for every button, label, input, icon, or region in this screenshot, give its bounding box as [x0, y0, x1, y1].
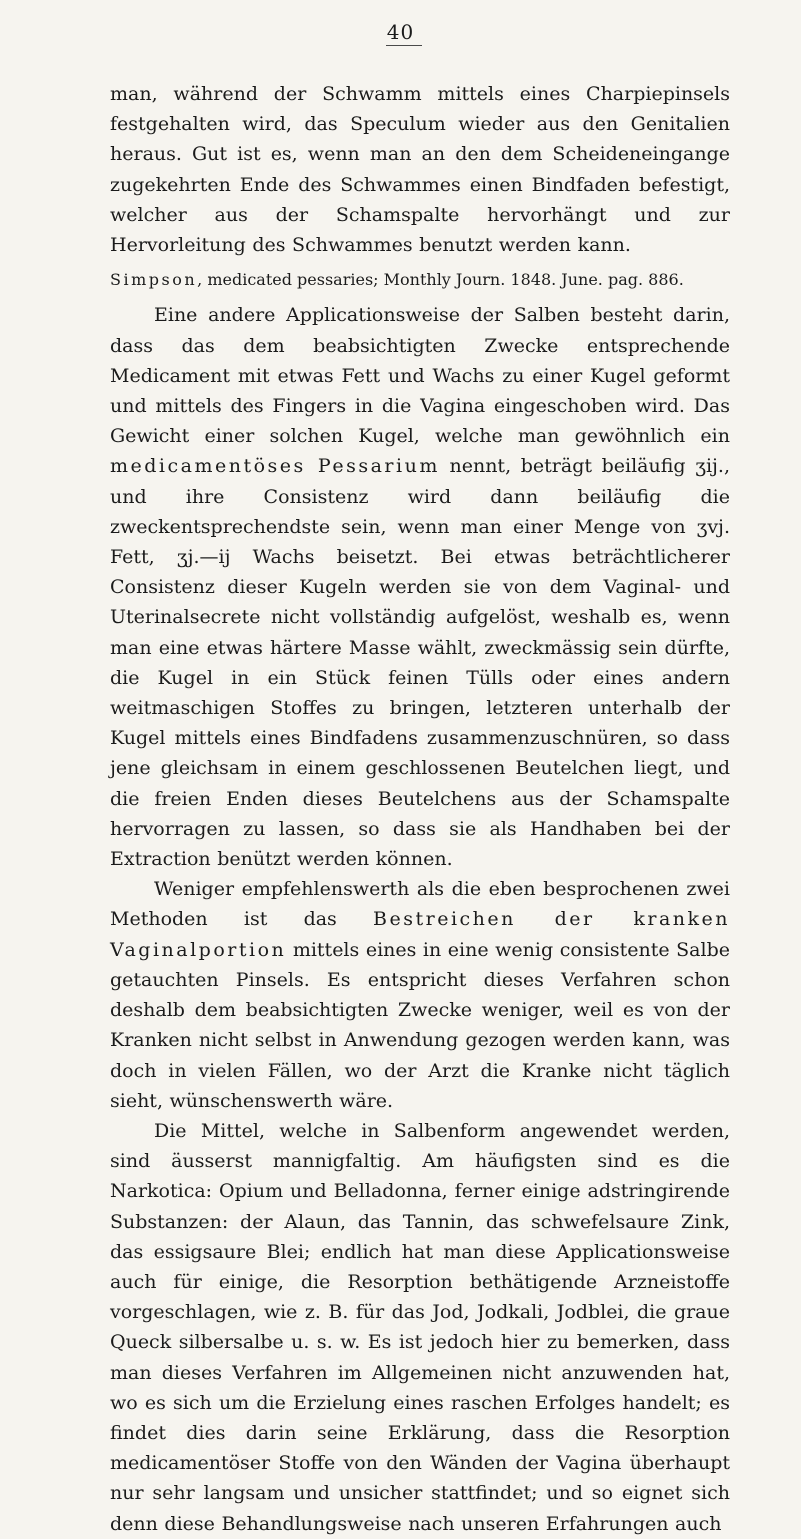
- paragraph-2-text-a: Eine andere Applicationsweise der Salben besteht darin, dass das dem beabsichtigten Zwecke entsprechende Medicament mit etwas Fett und Wachs zu einer Kugel geformt und mittels des Fingers in die Vagina eingeschoben wird. Das Gewicht einer solchen Kugel, welche man gewöhnlich ein: [110, 304, 730, 448]
- paragraph-2: [110, 300, 730, 874]
- paragraph-3-text-b: mittels eines in eine wenig consistente Salbe getauchten Pinsels. Es entspricht dieses Verfahren schon deshalb dem beabsichtigten Zwecke weniger, weil es von der Kranken nicht selbst in Anwendung gezogen werden kann, was doch in vielen Fällen, wo der Arzt die Kranke nicht täglich sieht, wünschenswerth wäre.: [110, 938, 730, 1112]
- paragraph-4-text: Die Mittel, welche in Salbenform angewendet werden, sind äusserst mannigfaltig. Am häufigsten sind es die Narkotica: Opium und Belladonna, ferner einige adstringirende Substanzen: der Alaun, das Tannin, das schwefelsaure Zink, das essigsaure Blei; endlich hat man diese Applicationsweise auch für einige, die Resorption bethätigende Arzneistoffe vorgeschlagen, wie z. B. für das Jod, Jodkali, Jodblei, die graue Queck silbersalbe u. s. w. Es ist jedoch hier zu bemerken, dass man dieses Verfahren im Allgemeinen nicht anzuwenden hat, wo es sich um die Erzielung eines raschen Erfolges handelt; es findet dies darin seine Erklärung, dass die Resorption medicamentöser Stoffe von den Wänden der Vagina überhaupt nur sehr langsam und unsicher stattfindet; und so eignet sich denn diese Behandlungsweise nach unseren Erfahrungen auch: [110, 1119, 730, 1535]
- paragraph-4: [110, 1116, 730, 1539]
- paragraph-3-emphasis: Bestreichen der kranken Vaginalportion: [110, 908, 730, 961]
- citation-text: , medicated pessaries; Monthly Journ. 1848. June. pag. 886.: [197, 270, 684, 290]
- paragraph-3-text-a: Weniger empfehlenswerth als die eben besprochenen zwei Methoden ist das: [110, 878, 730, 931]
- paragraph-2-emphasis: medicamentöses Pessarium: [110, 455, 440, 478]
- paragraph-1-text: man, während der Schwamm mittels eines Charpiepinsels festgehalten wird, das Speculum wieder aus den Genitalien heraus. Gut ist es, wenn man an den dem Scheideneingange zugekehrten Ende des Schwammes einen Bindfaden befestigt, welcher aus der Schamspalte hervorhängt und zur Hervorleitung des Schwammes benutzt werden kann.: [110, 83, 730, 257]
- body-text: [110, 79, 730, 1539]
- page-number-rule: [386, 45, 422, 46]
- paragraph-1: [110, 79, 730, 260]
- citation-author: Simpson: [110, 270, 198, 290]
- citation: [110, 265, 730, 295]
- paragraph-2-text-b: nennt, beträgt beiläufig ʒij., und ihre Consistenz wird dann beiläufig die zweckentsprechendste sein, wenn man einer Menge von ʒvj. Fett, ʒj.—ij Wachs beisetzt. Bei etwas beträchtlicherer Consistenz dieser Kugeln werden sie von dem Vaginal- und Uterinalsecrete nicht vollständig aufgelöst, weshalb es, wenn man eine etwas härtere Masse wählt, zweckmässig sein dürfte, die Kugel in ein Stück feinen Tülls oder eines andern weitmaschigen Stoffes zu bringen, letzteren unterhalb der Kugel mittels eines Bindfadens zusammenzuschnüren, so dass jene gleichsam in einem geschlossenen Beutelchen liegt, und die freien Enden dieses Beutelchens aus der Schamspalte hervorragen zu lassen, so dass sie als Handhaben bei der Extraction benützt werden können.: [110, 455, 730, 871]
- page-number: 40: [386, 20, 415, 44]
- paragraph-3: [110, 874, 730, 1116]
